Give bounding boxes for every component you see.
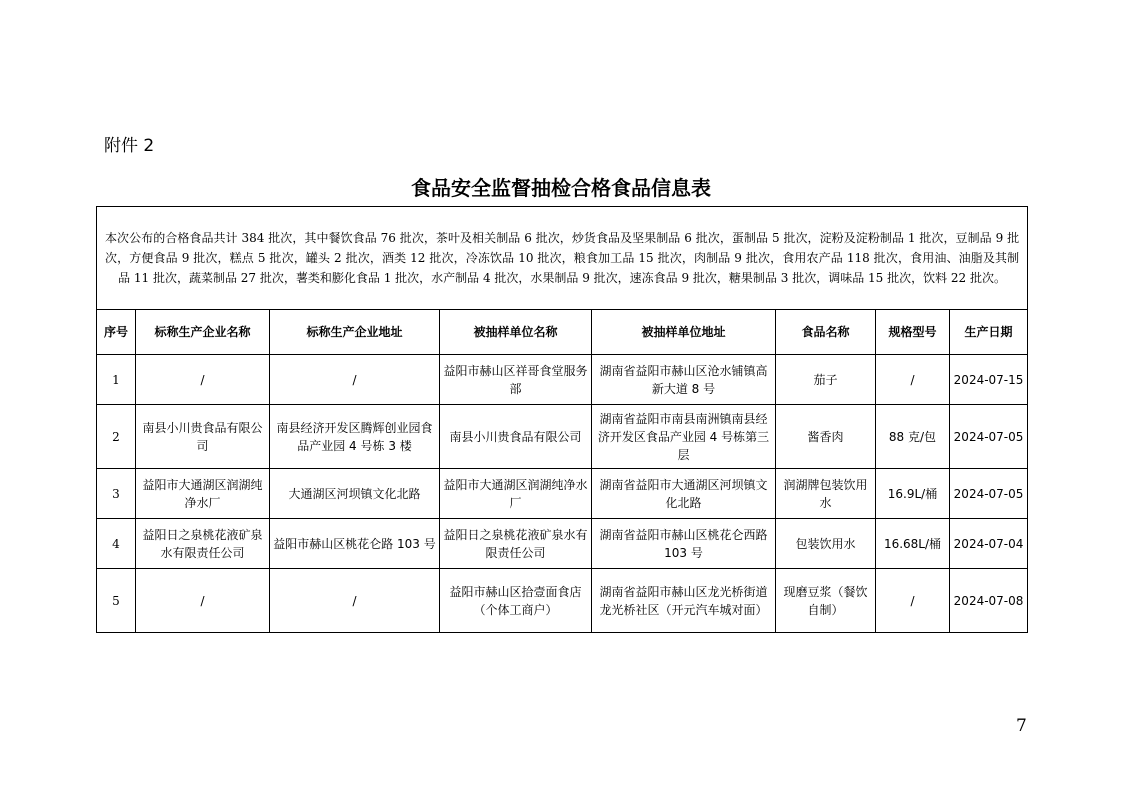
cell-production-date: 2024-07-05: [950, 405, 1028, 469]
page-title: 食品安全监督抽检合格食品信息表: [411, 176, 711, 200]
header-manufacturer: 标称生产企业名称: [136, 310, 270, 355]
cell-seq: 5: [97, 569, 136, 633]
cell-sampled-unit: 益阳日之泉桃花液矿泉水有限责任公司: [440, 519, 592, 569]
header-seq: 序号: [97, 310, 136, 355]
summary-text: 本次公布的合格食品共计 384 批次，其中餐饮食品 76 批次，茶叶及相关制品 6 批次，炒货食品及坚果制品 6 批次，蛋制品 5 批次，淀粉及淀粉制品 1 批次，豆制品 9 批次，方便食品 9 批次，糕点 5 批次，罐头 2 批次，酒类 12 批次，冷冻饮品 10 批次，粮食加工品 15 批次，肉制品 9 批次，食用农产品 118 批次，食用油、油脂及其制品 11 批次，蔬菜制品 27 批次，薯类和膨化食品 1 批次，水产制品 4 批次，水果制品 9 批次，速冻食品 9 批次，糖果制品 3 批次，调味品 15 批次，饮料 22 批次。: [105, 231, 1020, 285]
cell-production-date: 2024-07-15: [950, 355, 1028, 405]
cell-spec: /: [876, 569, 950, 633]
cell-manufacturer-address: 南县经济开发区腾辉创业园食品产业园 4 号栋 3 楼: [270, 405, 440, 469]
table-row: [97, 469, 1028, 519]
summary-row: [97, 207, 1028, 310]
cell-manufacturer-address: 大通湖区河坝镇文化北路: [270, 469, 440, 519]
food-info-table: [96, 206, 1028, 633]
cell-sampled-unit: 南县小川贵食品有限公司: [440, 405, 592, 469]
cell-seq: 1: [97, 355, 136, 405]
cell-food-name: 润湖牌包装饮用水: [776, 469, 876, 519]
cell-spec: 88 克/包: [876, 405, 950, 469]
cell-manufacturer-address: /: [270, 569, 440, 633]
cell-spec: /: [876, 355, 950, 405]
cell-sampled-address: 湖南省益阳市赫山区龙光桥街道龙光桥社区（开元汽车城对面）: [592, 569, 776, 633]
cell-food-name: 现磨豆浆（餐饮自制）: [776, 569, 876, 633]
cell-spec: 16.68L/桶: [876, 519, 950, 569]
cell-manufacturer: /: [136, 355, 270, 405]
cell-production-date: 2024-07-04: [950, 519, 1028, 569]
cell-sampled-unit: 益阳市大通湖区润湖纯净水厂: [440, 469, 592, 519]
header-manufacturer-address: 标称生产企业地址: [270, 310, 440, 355]
header-spec: 规格型号: [876, 310, 950, 355]
page-number: 7: [1016, 716, 1027, 736]
cell-manufacturer: 南县小川贵食品有限公司: [136, 405, 270, 469]
cell-seq: 2: [97, 405, 136, 469]
attachment-label: 附件 2: [104, 136, 155, 156]
cell-sampled-address: 湖南省益阳市南县南洲镇南县经济开发区食品产业园 4 号栋第三层: [592, 405, 776, 469]
table-row: [97, 569, 1028, 633]
table-row: [97, 519, 1028, 569]
cell-spec: 16.9L/桶: [876, 469, 950, 519]
cell-sampled-address: 湖南省益阳市赫山区桃花仑西路 103 号: [592, 519, 776, 569]
cell-manufacturer: 益阳日之泉桃花液矿泉水有限责任公司: [136, 519, 270, 569]
cell-food-name: 茄子: [776, 355, 876, 405]
header-food-name: 食品名称: [776, 310, 876, 355]
cell-sampled-address: 湖南省益阳市大通湖区河坝镇文化北路: [592, 469, 776, 519]
header-production-date: 生产日期: [950, 310, 1028, 355]
cell-seq: 4: [97, 519, 136, 569]
cell-manufacturer: 益阳市大通湖区润湖纯净水厂: [136, 469, 270, 519]
cell-sampled-unit: 益阳市赫山区祥哥食堂服务部: [440, 355, 592, 405]
cell-sampled-address: 湖南省益阳市赫山区沧水铺镇高新大道 8 号: [592, 355, 776, 405]
cell-food-name: 酱香肉: [776, 405, 876, 469]
table-row: [97, 405, 1028, 469]
cell-manufacturer: /: [136, 569, 270, 633]
cell-manufacturer-address: /: [270, 355, 440, 405]
summary-cell: [97, 207, 1028, 310]
header-sampled-unit: 被抽样单位名称: [440, 310, 592, 355]
cell-sampled-unit: 益阳市赫山区拾壹面食店（个体工商户）: [440, 569, 592, 633]
cell-manufacturer-address: 益阳市赫山区桃花仑路 103 号: [270, 519, 440, 569]
header-row: [97, 310, 1028, 355]
table-row: [97, 355, 1028, 405]
cell-food-name: 包装饮用水: [776, 519, 876, 569]
header-sampled-address: 被抽样单位地址: [592, 310, 776, 355]
cell-production-date: 2024-07-08: [950, 569, 1028, 633]
cell-seq: 3: [97, 469, 136, 519]
cell-production-date: 2024-07-05: [950, 469, 1028, 519]
